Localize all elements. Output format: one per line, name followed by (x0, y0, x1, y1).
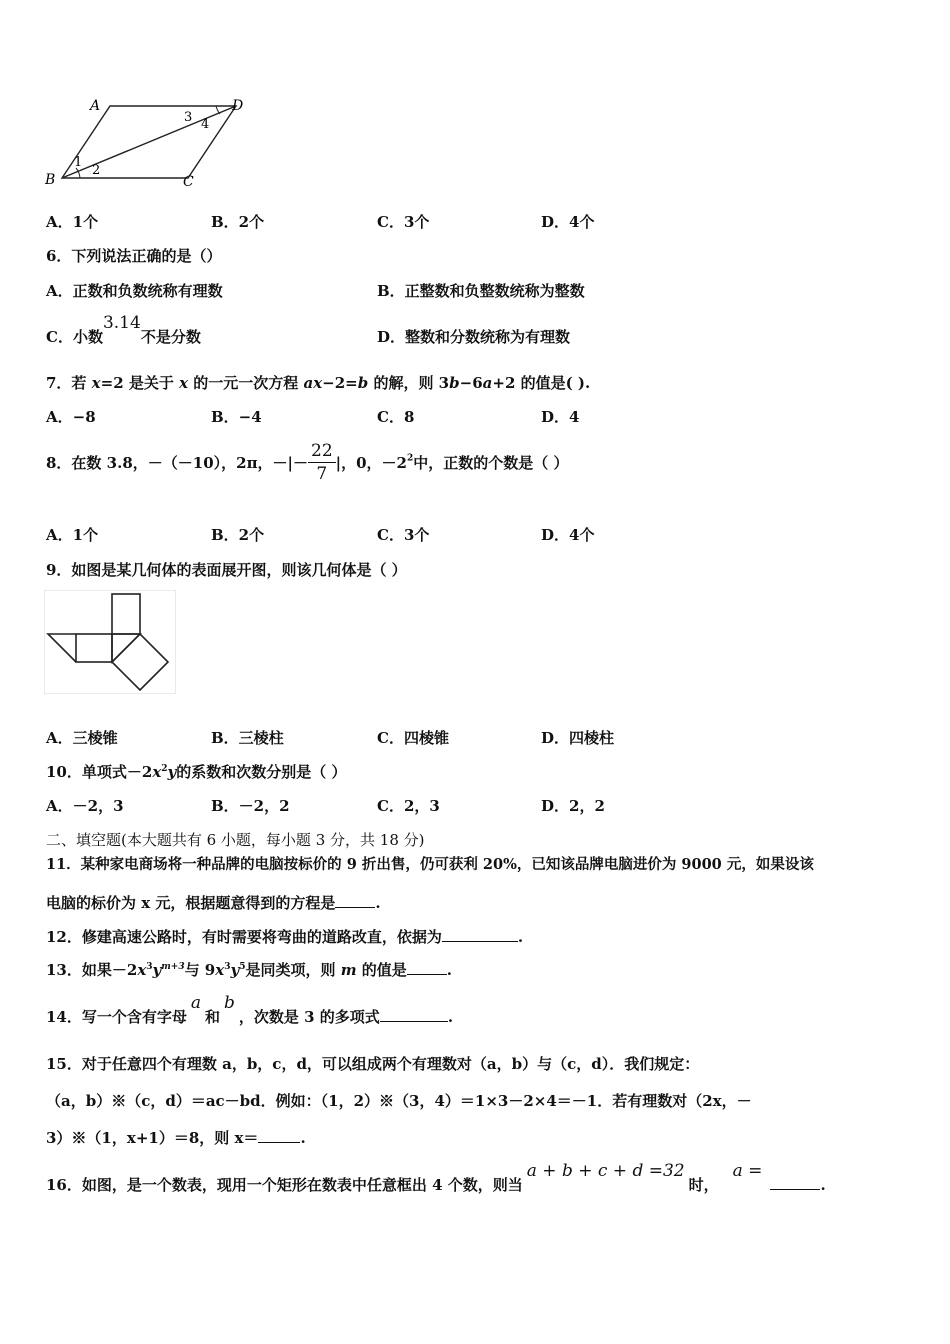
q5-option-c[interactable]: C．3个 (377, 213, 430, 231)
q10-option-d[interactable]: D．2，2 (541, 797, 605, 815)
q6-option-c-suffix: 不是分数 (140, 328, 201, 346)
q13-sup-3: 3 (146, 962, 153, 972)
q11-line2 (46, 892, 381, 913)
q6-option-d[interactable]: D．整数和分数统称为有理数 (377, 328, 571, 346)
q8-prefix: 8．在数 3.8，－（－10），2π，－|－ (46, 454, 309, 472)
q7-option-a[interactable]: A．−8 (46, 408, 96, 426)
q15-end: . (300, 1129, 306, 1147)
q12-text: 12．修建高速公路时，有时需要将弯曲的道路改直，依据为 (46, 928, 442, 946)
q7-part3: 的一元一次方程 (188, 374, 304, 392)
q7-var-a: a (482, 374, 493, 392)
q13-sup-3b: 3 (224, 962, 231, 972)
q13-sup-5: 5 (239, 962, 246, 972)
q13-var-x2: x (215, 961, 225, 979)
q10-option-a[interactable]: A．－2，3 (46, 797, 124, 815)
q13-prefix: 13．如果－2 (46, 961, 138, 979)
q8-option-c[interactable]: C．3个 (377, 526, 430, 544)
q11-line1: 11．某种家电商场将一种品牌的电脑按标价的 9 折出售，仍可获利 20%，已知该品牌电脑进价为 9000 元，如果设该 (46, 856, 814, 873)
q10-option-c[interactable]: C．2，3 (377, 797, 440, 815)
q8-option-d[interactable]: D．4个 (541, 526, 595, 544)
q12-answer-blank[interactable] (442, 927, 518, 942)
vertex-d-label: D (232, 98, 244, 114)
q8-option-a[interactable]: A．1个 (46, 526, 99, 544)
q13-suffix2: 的值是 (356, 961, 407, 979)
q13-answer-blank[interactable] (407, 960, 447, 975)
q7-option-d[interactable]: D．4 (541, 408, 580, 426)
angle-1-label: 1 (74, 155, 83, 170)
q7-stem (46, 372, 590, 393)
angle-3-label: 3 (184, 110, 193, 125)
q7-option-c[interactable]: C．8 (377, 408, 415, 426)
q16-a-eq: a = (732, 1161, 763, 1181)
q13-var-y: y (152, 961, 162, 979)
q14-prefix: 14．写一个含有字母 (46, 1008, 187, 1026)
q7-var-b2: b (449, 374, 460, 392)
q7-var-ax: ax (303, 374, 323, 392)
q16-prefix: 16．如图，是一个数表，现用一个矩形在数表中任意框出 4 个数，则当 (46, 1176, 523, 1194)
q14-var-b: b (224, 993, 235, 1013)
q7-part6: −6 (459, 374, 483, 392)
q13-var-m: m (340, 961, 357, 979)
q15-line3-text: 3）※（1，x+1）＝8，则 x＝ (46, 1129, 259, 1147)
vertex-a-label: A (90, 98, 101, 114)
q5-option-d[interactable]: D．4个 (541, 213, 595, 231)
q9-option-c[interactable]: C．四棱锥 (377, 729, 449, 747)
q7-part7: +2 的值是( ). (492, 374, 591, 392)
q14-end: . (447, 1008, 454, 1026)
q6-option-c[interactable] (46, 312, 201, 346)
q14-answer-blank[interactable] (380, 1007, 448, 1022)
section-2-heading: 二、填空题(本大题共有 6 小题，每小题 3 分，共 18 分) (46, 831, 425, 849)
vertex-b-label: B (45, 172, 56, 188)
q15-line3 (46, 1127, 306, 1148)
q14-var-a: a (190, 993, 202, 1013)
q12 (46, 926, 523, 947)
q7-option-b[interactable]: B．−4 (211, 408, 262, 426)
q9-option-b[interactable]: B．三棱柱 (211, 729, 284, 747)
q11-end: . (375, 894, 381, 912)
q6-option-c-prefix: C．小数 (46, 328, 103, 346)
q16 (46, 1160, 826, 1200)
q10-sup: 2 (161, 764, 168, 774)
q8-fraction (308, 440, 336, 485)
q14 (46, 992, 453, 1032)
q15-line1: 15．对于任意四个有理数 a，b，c，d，可以组成两个有理数对（a，b）与（c，d）．我们规定： (46, 1055, 700, 1073)
q11-answer-blank[interactable] (335, 893, 375, 908)
q12-end: . (517, 928, 524, 946)
q6-option-b[interactable]: B．正整数和负整数统称为整数 (377, 282, 585, 300)
q13-var-y2: y (230, 961, 240, 979)
q10-var-x: x (152, 763, 162, 781)
q14-and: 和 (205, 1008, 221, 1026)
q9-option-d[interactable]: D．四棱柱 (541, 729, 615, 747)
q8-option-b[interactable]: B．2个 (211, 526, 265, 544)
q10-option-b[interactable]: B．－2，2 (211, 797, 290, 815)
q7-part4: −2= (322, 374, 358, 392)
q10-var-y: y (167, 763, 177, 781)
q13-suffix: 是同类项，则 (245, 961, 341, 979)
q9-stem: 9．如图是某几何体的表面展开图，则该几何体是（ ） (46, 561, 407, 579)
q8-sup: 2 (407, 453, 414, 464)
q16-mid: 时， (688, 1176, 719, 1194)
q7-var-x: x (179, 374, 189, 392)
q13-sup-m3: m+3 (161, 962, 185, 972)
q8-fraction-num: 22 (308, 440, 336, 463)
q8-suffix: 中，正数的个数是（ ） (413, 454, 569, 472)
parallelogram-figure (40, 92, 260, 192)
q15-answer-blank[interactable] (258, 1128, 300, 1143)
q13 (46, 959, 452, 980)
q5-option-b[interactable]: B．2个 (211, 213, 265, 231)
q7-var-b: b (357, 374, 369, 392)
q8-mid: |，0，－2 (335, 454, 407, 472)
vertex-c-label: C (183, 174, 194, 190)
q13-var-x: x (137, 961, 147, 979)
q15-line2: （a，b）※（c，d）＝ac－bd．例如：（1，2）※（3，4）＝1×3－2×4＝－1．若有理数对（2x，－ (46, 1092, 752, 1110)
q9-option-a[interactable]: A．三棱锥 (46, 729, 118, 747)
angle-4-label: 4 (201, 117, 210, 132)
q10-suffix: 的系数和次数分别是（ ） (176, 763, 347, 781)
q16-end: . (820, 1176, 826, 1194)
q13-mid: 与 9 (184, 961, 216, 979)
q10-stem (46, 761, 346, 782)
q11-line2-text: 电脑的标价为 x 元，根据题意得到的方程是 (46, 894, 336, 912)
q8-fraction-den: 7 (316, 464, 328, 484)
q14-suffix: ，次数是 3 的多项式 (238, 1008, 380, 1026)
q7-var-x-eq: x (91, 374, 101, 392)
q6-option-c-number: 3.14 (102, 313, 141, 333)
angle-2-label: 2 (92, 163, 101, 178)
q7-part5: 的解，则 3 (368, 374, 450, 392)
q16-answer-blank[interactable] (770, 1175, 820, 1190)
net-figure (44, 590, 176, 694)
q6-option-a[interactable]: A．正数和负数统称有理数 (46, 282, 223, 300)
q16-formula: a + b + c + d =32 (526, 1161, 685, 1181)
q6-stem: 6．下列说法正确的是（） (46, 247, 222, 265)
q7-part2: =2 是关于 (100, 374, 180, 392)
q7-part1: 7．若 (46, 374, 92, 392)
q8-stem (46, 440, 569, 488)
q5-option-a[interactable]: A．1个 (46, 213, 99, 231)
q13-end: . (446, 961, 453, 979)
q10-prefix: 10．单项式－2 (46, 763, 153, 781)
